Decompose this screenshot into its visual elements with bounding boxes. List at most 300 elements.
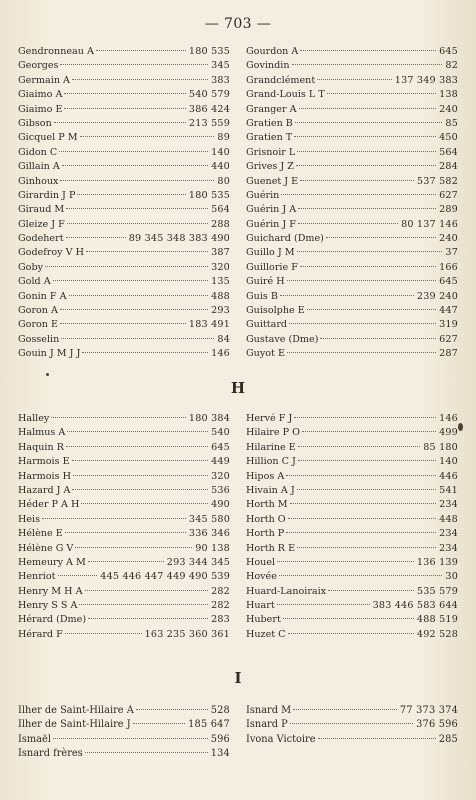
entry-name: Haquin R	[18, 441, 64, 453]
entry-name: Gidon C	[18, 146, 58, 158]
index-entry	[246, 704, 458, 718]
entry-pages: 284	[439, 161, 458, 173]
index-entry	[246, 527, 458, 541]
index-entry	[246, 441, 458, 455]
leader-dots	[59, 151, 208, 152]
entry-name: Hillion C J	[246, 456, 296, 468]
entry-name: Hélène E	[18, 528, 63, 540]
entry-name: Isnard P	[246, 719, 288, 731]
entry-name: Hélène G V	[18, 542, 74, 554]
entry-pages: 564	[211, 204, 230, 216]
index-entry	[18, 347, 230, 361]
entry-name: Horth M	[246, 499, 288, 511]
entry-name: Hazard J A	[18, 484, 71, 496]
leader-dots	[60, 64, 208, 65]
entry-pages: 541	[439, 484, 458, 496]
index-entry	[18, 498, 230, 512]
entry-name: Hilaire P O	[246, 427, 300, 439]
entry-pages: 627	[439, 333, 458, 345]
entry-name: Guérin J A	[246, 204, 297, 216]
entry-name: Horth P	[246, 528, 285, 540]
entry-name: Germain A	[18, 74, 70, 86]
entry-name: Grives J Z	[246, 161, 294, 173]
entry-name: Guiré H	[246, 276, 285, 288]
entry-name: Henry S S A	[18, 600, 78, 612]
entry-pages: 376 596	[416, 719, 458, 731]
index-entry	[18, 441, 230, 455]
index-entry	[246, 59, 458, 73]
index-entry	[246, 103, 458, 117]
leader-dots	[297, 151, 436, 152]
entry-pages: 320	[211, 261, 230, 273]
entry-pages: 183 491	[188, 319, 230, 331]
page-number: — 703 —	[204, 16, 272, 32]
index-entry	[18, 426, 230, 440]
entry-name: Ivona Victoire	[246, 733, 316, 745]
entry-pages: 319	[439, 319, 458, 331]
entry-pages: 540 579	[188, 89, 230, 101]
entry-pages: 535 579	[416, 585, 458, 597]
entry-pages: 37	[445, 247, 458, 259]
index-entry	[18, 570, 230, 584]
leader-dots	[293, 709, 397, 710]
leader-dots	[82, 352, 208, 353]
leader-dots	[72, 489, 208, 490]
leader-dots	[85, 590, 209, 591]
index-entry	[246, 542, 458, 556]
section-h-columns	[18, 412, 458, 642]
entry-name: Hérard F	[18, 628, 63, 640]
leader-dots	[317, 79, 392, 80]
entry-name: Harmois H	[18, 470, 71, 482]
index-entry	[18, 189, 230, 203]
index-entry	[18, 275, 230, 289]
entry-name: Grand-Louis L T	[246, 89, 325, 101]
leader-dots	[61, 338, 214, 339]
index-entry	[18, 628, 230, 642]
section-i-right-column	[246, 704, 458, 762]
entry-pages: 540	[211, 427, 230, 439]
index-entry	[246, 733, 458, 747]
entry-name: Ismaël	[18, 733, 51, 745]
leader-dots	[287, 280, 436, 281]
index-entry	[246, 290, 458, 304]
index-entry	[18, 733, 230, 747]
index-entry	[18, 304, 230, 318]
entry-name: Giraud M	[18, 204, 65, 216]
entry-pages: 80 137 146	[401, 218, 458, 230]
entry-name: Gustave (Dme)	[246, 333, 319, 345]
entry-pages: 163 235 360 361	[144, 628, 230, 640]
leader-dots	[299, 108, 437, 109]
leader-dots	[80, 136, 215, 137]
entry-name: Huard-Lanoiraix	[246, 585, 327, 597]
entry-name: Girardin J P	[18, 189, 76, 201]
leader-dots	[318, 738, 436, 739]
leader-dots	[60, 309, 208, 310]
leader-dots	[292, 64, 443, 65]
leader-dots	[65, 633, 142, 634]
leader-dots	[277, 561, 414, 562]
index-section-h	[18, 412, 458, 642]
leader-dots	[72, 460, 208, 461]
index-entry	[246, 333, 458, 347]
entry-name: Grandclément	[246, 74, 316, 86]
entry-pages: 528	[210, 705, 230, 716]
leader-dots	[300, 180, 414, 181]
index-entry	[18, 747, 230, 761]
entry-pages: 645	[211, 441, 230, 453]
leader-dots	[300, 50, 436, 51]
entry-pages: 234	[439, 499, 458, 511]
leader-dots	[88, 561, 164, 562]
entry-pages: 289	[439, 204, 458, 216]
entry-name: Huart	[246, 600, 275, 612]
section-h-right-column	[246, 412, 458, 642]
entry-pages: 596	[210, 733, 230, 745]
entry-pages: 135	[211, 276, 230, 288]
leader-dots	[280, 295, 414, 296]
entry-name: Gendronneau A	[18, 46, 94, 57]
leader-dots	[328, 590, 414, 591]
index-entry	[18, 117, 230, 131]
index-entry	[246, 718, 458, 732]
entry-name: Giaimo E	[18, 103, 63, 115]
leader-dots	[62, 165, 208, 166]
entry-name: Halmus A	[18, 427, 66, 439]
leader-dots	[66, 237, 126, 238]
entry-name: Grisnoir L	[246, 146, 296, 158]
section-g-columns	[18, 45, 458, 362]
index-entry	[18, 131, 230, 145]
leader-dots	[279, 575, 442, 576]
entry-name: Gratien T	[246, 132, 293, 144]
index-entry	[246, 88, 458, 102]
index-entry	[246, 412, 458, 426]
entry-pages: 450	[439, 132, 458, 144]
entry-pages: 293	[211, 305, 230, 317]
index-entry	[18, 527, 230, 541]
leader-dots	[326, 237, 436, 238]
entry-pages: 80	[217, 175, 230, 187]
index-section-g	[18, 45, 458, 362]
entry-name: Godehert	[18, 233, 64, 245]
index-entry	[18, 218, 230, 232]
entry-name: Isnard frères	[18, 748, 83, 760]
index-entry	[246, 455, 458, 469]
entry-name: Hovée	[246, 571, 277, 583]
index-entry	[246, 189, 458, 203]
leader-dots	[287, 352, 436, 353]
section-g-left-column	[18, 45, 230, 362]
leader-dots	[289, 323, 436, 324]
entry-name: Houel	[246, 556, 276, 568]
leader-dots	[72, 79, 208, 80]
index-entry	[246, 275, 458, 289]
entry-pages: 446	[439, 470, 458, 482]
entry-name: Giaimo A	[18, 89, 63, 101]
entry-name: Goron E	[18, 319, 59, 331]
index-entry	[246, 347, 458, 361]
leader-dots	[79, 604, 208, 605]
entry-pages: 240	[439, 233, 458, 245]
leader-dots	[133, 723, 185, 724]
entry-name: Georges	[18, 60, 59, 72]
index-entry	[18, 704, 230, 718]
entry-name: Guérin	[246, 189, 280, 201]
entry-name: Gold A	[18, 276, 51, 288]
entry-name: Horth R E	[246, 542, 296, 554]
entry-pages: 85 180	[423, 441, 458, 453]
leader-dots	[64, 108, 185, 109]
entry-name: Gratien B	[246, 117, 293, 129]
entry-name: Guittard	[246, 319, 288, 331]
leader-dots	[60, 323, 186, 324]
entry-pages: 287	[439, 348, 458, 360]
entry-name: Henriot	[18, 571, 56, 583]
index-entry	[246, 131, 458, 145]
entry-pages: 180 384	[188, 413, 230, 424]
index-entry	[18, 718, 230, 732]
leader-dots	[298, 460, 436, 461]
index-entry	[18, 88, 230, 102]
leader-dots	[327, 93, 436, 94]
leader-dots	[66, 208, 208, 209]
leader-dots	[51, 417, 186, 418]
index-entry	[18, 103, 230, 117]
entry-name: Guérin J F	[246, 218, 296, 230]
index-entry	[18, 203, 230, 217]
leader-dots	[67, 431, 208, 432]
leader-dots	[300, 266, 436, 267]
leader-dots	[286, 475, 436, 476]
index-entry	[18, 613, 230, 627]
index-entry	[18, 556, 230, 570]
index-section-i	[18, 704, 458, 762]
leader-dots	[67, 223, 208, 224]
entry-name: Godefroy V H	[18, 247, 84, 259]
leader-dots	[136, 709, 208, 710]
entry-pages: 90 138	[195, 542, 230, 554]
entry-name: Ilher de Saint-Hilaire J	[18, 719, 131, 731]
entry-pages: 185 647	[188, 719, 230, 731]
index-entry	[246, 628, 458, 642]
entry-name: Gonin F A	[18, 290, 67, 302]
leader-dots	[85, 752, 208, 753]
leader-dots	[320, 338, 436, 339]
entry-name: Gicquel P M	[18, 132, 78, 144]
entry-pages: 134	[210, 748, 230, 760]
entry-pages: 440	[211, 161, 230, 173]
entry-pages: 77 373 374	[399, 705, 458, 716]
entry-name: Guisolphe E	[246, 305, 305, 317]
entry-pages: 85	[445, 117, 458, 129]
index-entry	[246, 318, 458, 332]
entry-name: Guillorie F	[246, 261, 298, 273]
index-entry	[246, 45, 458, 59]
index-entry	[18, 175, 230, 189]
index-entry	[18, 470, 230, 484]
entry-pages: 645	[439, 46, 458, 57]
entry-pages: 645	[439, 276, 458, 288]
leader-dots	[88, 618, 208, 619]
print-speck	[458, 423, 463, 431]
leader-dots	[290, 723, 413, 724]
entry-pages: 180 535	[188, 189, 230, 201]
entry-name: Guichard (Dme)	[246, 233, 324, 245]
entry-pages: 180 535	[188, 46, 230, 57]
index-entry	[246, 484, 458, 498]
index-entry	[246, 556, 458, 570]
entry-pages: 447	[439, 305, 458, 317]
entry-pages: 345	[211, 60, 230, 72]
leader-dots	[283, 618, 414, 619]
entry-pages: 345 580	[188, 513, 230, 525]
entry-name: Goron A	[18, 305, 58, 317]
entry-pages: 383 446 583 644	[372, 600, 458, 612]
entry-pages: 448	[439, 513, 458, 525]
index-entry	[18, 599, 230, 613]
entry-pages: 146	[439, 413, 458, 424]
index-entry	[246, 585, 458, 599]
entry-pages: 488 519	[416, 614, 458, 626]
entry-pages: 136 139	[416, 556, 458, 568]
entry-pages: 285	[438, 733, 458, 745]
entry-pages: 234	[439, 528, 458, 540]
entry-pages: 536	[211, 484, 230, 496]
entry-pages: 387	[211, 247, 230, 259]
entry-pages: 138	[439, 89, 458, 101]
entry-name: Horth O	[246, 513, 286, 525]
entry-name: Henry M H A	[18, 585, 83, 597]
leader-dots	[298, 446, 420, 447]
index-entry	[246, 513, 458, 527]
index-entry	[18, 455, 230, 469]
index-entry	[18, 146, 230, 160]
leader-dots	[290, 503, 436, 504]
entry-pages: 89	[217, 132, 230, 144]
entry-name: Guis B	[246, 290, 278, 302]
index-entry	[246, 232, 458, 246]
entry-pages: 499	[439, 427, 458, 439]
entry-name: Hivain A J	[246, 484, 295, 496]
leader-dots	[86, 251, 208, 252]
entry-name: Héder P A H	[18, 499, 80, 511]
index-entry	[18, 45, 230, 59]
entry-pages: 137 349 383	[394, 74, 458, 86]
entry-name: Hervé F J	[246, 413, 293, 424]
index-entry	[246, 117, 458, 131]
leader-dots	[81, 503, 208, 504]
index-entry	[246, 218, 458, 232]
index-entry	[18, 261, 230, 275]
entry-pages: 146	[211, 348, 230, 360]
index-entry	[246, 74, 458, 88]
leader-dots	[286, 532, 436, 533]
index-entry	[18, 542, 230, 556]
index-entry	[18, 333, 230, 347]
entry-pages: 140	[211, 146, 230, 158]
index-entry	[246, 570, 458, 584]
index-entry	[246, 426, 458, 440]
index-entry	[246, 613, 458, 627]
leader-dots	[65, 532, 186, 533]
index-entry	[246, 160, 458, 174]
leader-dots	[66, 446, 208, 447]
leader-dots	[64, 93, 186, 94]
entry-pages: 213 559	[188, 117, 230, 129]
entry-pages: 84	[217, 333, 230, 345]
index-entry	[18, 412, 230, 426]
leader-dots	[277, 604, 370, 605]
entry-name: Govindin	[246, 60, 290, 72]
entry-name: Hemeury A M	[18, 556, 86, 568]
leader-dots	[96, 50, 186, 51]
entry-name: Guillo J M	[246, 247, 295, 259]
entry-pages: 488	[211, 290, 230, 302]
entry-pages: 30	[445, 571, 458, 583]
entry-name: Halley	[18, 413, 50, 424]
entry-name: Goby	[18, 261, 44, 273]
entry-pages: 492 528	[416, 628, 458, 640]
index-entry	[246, 146, 458, 160]
index-entry	[246, 261, 458, 275]
entry-pages: 383	[211, 74, 230, 86]
entry-pages: 537 582	[416, 175, 458, 187]
index-entry	[18, 484, 230, 498]
leader-dots	[288, 518, 436, 519]
entry-name: Gleize J F	[18, 218, 65, 230]
index-entry	[246, 203, 458, 217]
entry-name: Heis	[18, 513, 41, 525]
entry-name: Harmois E	[18, 456, 70, 468]
entry-pages: 234	[439, 542, 458, 554]
entry-pages: 386 424	[188, 103, 230, 115]
leader-dots	[298, 208, 436, 209]
leader-dots	[60, 180, 214, 181]
entry-pages: 282	[211, 600, 230, 612]
entry-pages: 320	[211, 470, 230, 482]
entry-pages: 240	[439, 103, 458, 115]
index-entry	[246, 498, 458, 512]
leader-dots	[58, 575, 98, 576]
entry-name: Guenet J E	[246, 175, 299, 187]
index-entry	[246, 470, 458, 484]
leader-dots	[69, 295, 209, 296]
entry-name: Gibson	[18, 117, 52, 129]
entry-pages: 82	[445, 60, 458, 72]
index-entry	[18, 290, 230, 304]
leader-dots	[53, 738, 208, 739]
leader-dots	[294, 136, 436, 137]
leader-dots	[54, 122, 186, 123]
index-entry	[18, 59, 230, 73]
entry-pages: 293 344 345	[166, 556, 230, 568]
entry-pages: 166	[439, 261, 458, 273]
section-letter-h: H	[230, 379, 246, 397]
entry-name: Granger A	[246, 103, 297, 115]
entry-name: Hubert	[246, 614, 281, 626]
index-entry	[246, 304, 458, 318]
leader-dots	[307, 309, 436, 310]
entry-name: Hipos A	[246, 470, 285, 482]
entry-pages: 445 446 447 449 490 539	[100, 571, 230, 583]
index-entry	[18, 160, 230, 174]
section-h-left-column	[18, 412, 230, 642]
entry-name: Hilarine E	[246, 441, 296, 453]
section-i-columns	[18, 704, 458, 762]
index-entry	[18, 513, 230, 527]
